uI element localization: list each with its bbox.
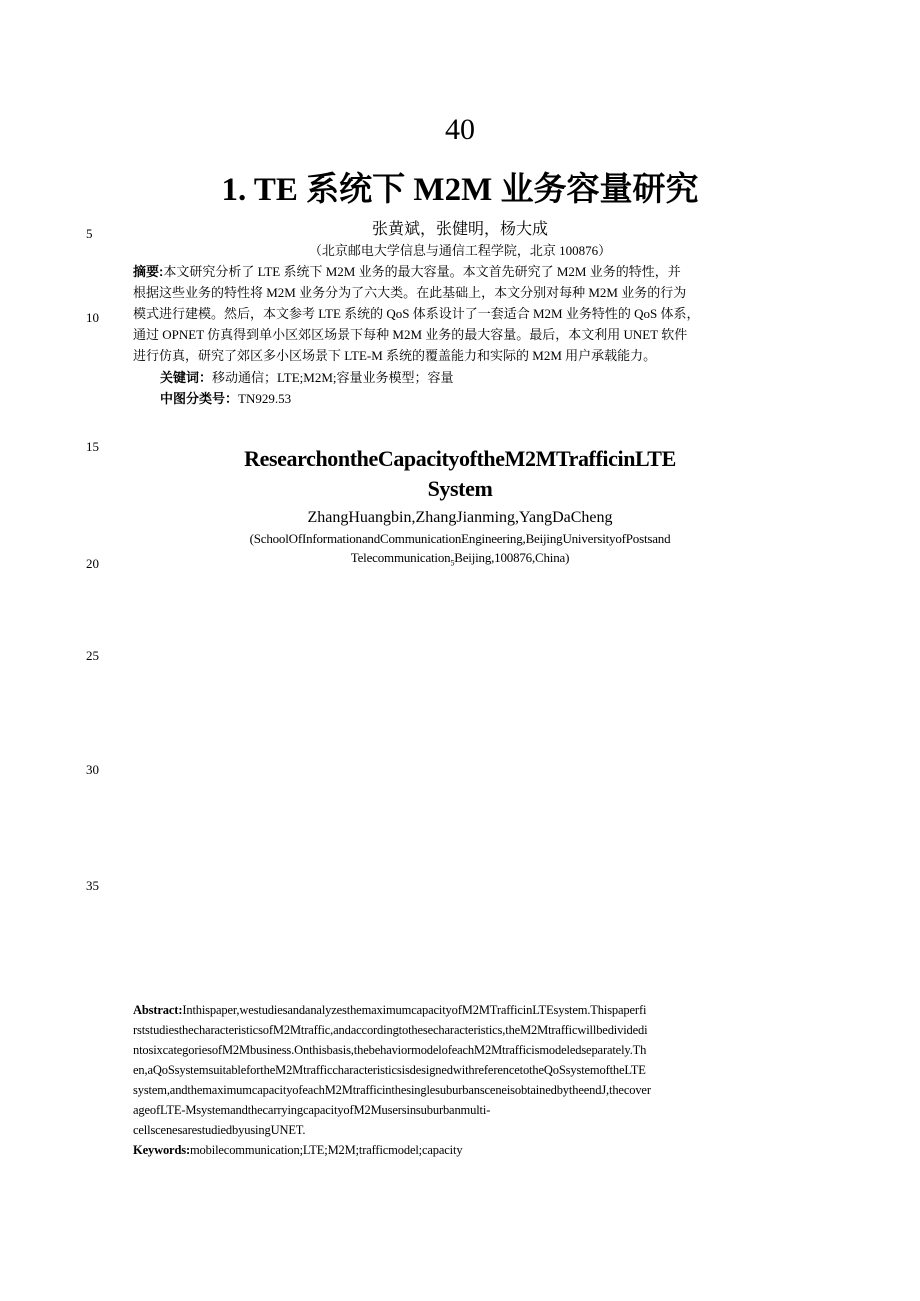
affiliation-line: (SchoolOfInformationandCommunicationEngineering,BeijingUniversityofPostsand (249, 531, 671, 546)
abstract-text: Inthispaper,westudiesandanalyzesthemaximumcapacityofM2MTrafficinLTEsystem.Thispaperfi (182, 1003, 647, 1017)
chinese-title: 1. TE 系统下 M2M 业务容量研究 (221, 172, 699, 208)
classification-text: TN929.53 (238, 391, 292, 406)
keywords-text: mobilecommunication;LTE;M2M;trafficmodel;capacity (189, 1143, 463, 1157)
affiliation-line (0, 548, 920, 573)
line-number: 30 (86, 762, 99, 777)
affiliation-part: Telecommunication (350, 550, 451, 565)
abstract-line: 根据这些业务的特性将 M2M 业务分为了六大类。在此基础上，本文分别对每种 M2M 业务的行为 (133, 285, 687, 300)
affiliation-subscript: 5 (450, 558, 455, 568)
classification-label: 中图分类号： (160, 391, 239, 406)
abstract-line: cellscenesarestudiedbyusingUNET. (133, 1123, 306, 1137)
chinese-authors: 张黄斌，张健明，杨大成 (371, 221, 548, 238)
english-authors: ZhangHuangbin,ZhangJianming,YangDaCheng (307, 509, 613, 526)
abstract-line: ntosixcategoriesofM2Mbusiness.Onthisbasis,thebehaviormodelofeachM2Mtrafficismodeledseparately.Th (133, 1043, 647, 1057)
english-affiliation (0, 529, 920, 573)
classification-number (160, 388, 291, 407)
abstract-line (133, 261, 793, 282)
line-number: 25 (86, 648, 99, 663)
chinese-abstract (133, 261, 793, 366)
line-number: 20 (86, 556, 99, 571)
chinese-keywords (160, 367, 454, 386)
abstract-line: 模式进行建模。然后，本文参考 LTE 系统的 QoS 体系设计了一套适合 M2M 业务特性的 QoS 体系， (133, 306, 700, 321)
line-number: 35 (86, 878, 99, 893)
chinese-affiliation: （北京邮电大学信息与通信工程学院，北京 100876） (308, 243, 612, 258)
abstract-label: Abstract: (133, 1003, 183, 1017)
english-title (0, 444, 920, 504)
abstract-line: ageofLTE-MsystemandthecarryingcapacityofM2Musersinsuburbanmulti- (133, 1103, 491, 1117)
abstract-label: 摘要: (133, 264, 164, 279)
line-number: 10 (86, 310, 99, 325)
line-number: 5 (86, 226, 93, 241)
keywords-label: 关键词： (160, 370, 213, 385)
english-abstract (133, 1000, 793, 1160)
abstract-line: 进行仿真，研究了郊区多小区场景下 LTE-M 系统的覆盖能力和实际的 M2M 用户承载能力。 (133, 348, 657, 363)
line-number: 15 (86, 439, 99, 454)
abstract-line: en,aQoSsystemsuitablefortheM2MtrafficcharacteristicsisdesignedwithreferencetotheQoSsystemoftheLTE (133, 1063, 646, 1077)
abstract-line: rststudiesthecharacteristicsofM2Mtraffic,andaccordingtothesecharacteristics,theM2Mtrafficwillbedividedi (133, 1023, 648, 1037)
english-title-line: System (427, 476, 493, 501)
keywords-text: 移动通信；LTE;M2M;容量业务模型；容量 (212, 370, 454, 385)
english-keywords (133, 1140, 793, 1160)
abstract-line: system,andthemaximumcapacityofeachM2MtrafficinthesinglesuburbansceneisobtainedbytheendJ,thecover (133, 1083, 651, 1097)
abstract-text: 本文研究分析了 LTE 系统下 M2M 业务的最大容量。本文首先研究了 M2M 业务的特性，并 (163, 264, 681, 279)
keywords-label: Keywords: (133, 1143, 190, 1157)
abstract-line: 通过 OPNET 仿真得到单小区郊区场景下每种 M2M 业务的最大容量。最后，本文利用 UNET 软件 (133, 327, 688, 342)
english-title-line: ResearchontheCapacityoftheM2MTrafficinLTE (244, 446, 676, 471)
abstract-line (133, 1000, 793, 1020)
affiliation-part: Beijing,100876,China) (454, 550, 570, 565)
page-number: 40 (445, 113, 475, 146)
